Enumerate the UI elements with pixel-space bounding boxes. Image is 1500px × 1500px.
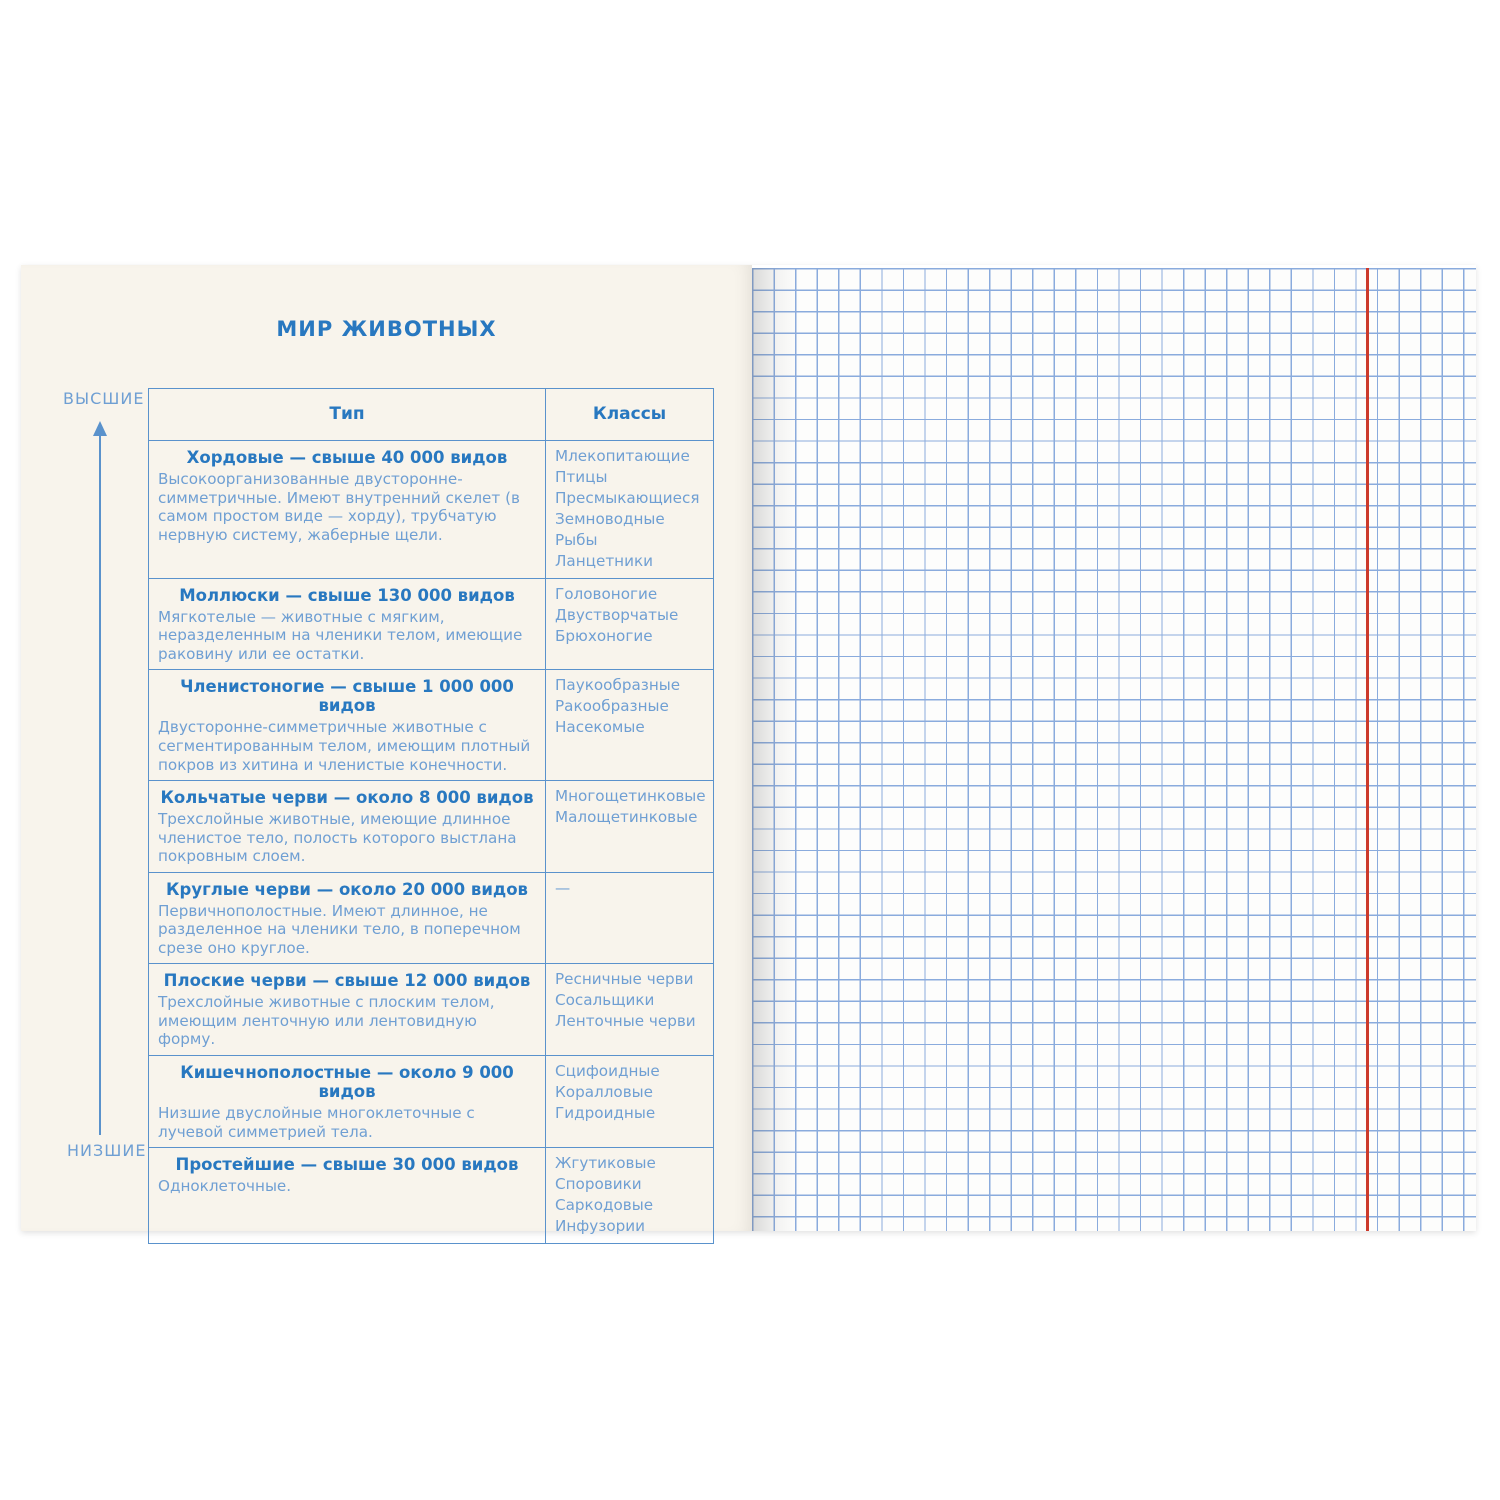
class-item: Сосальщики [555, 991, 655, 1010]
phylum-description: Мягкотелые — животные с мягким, неразделенным на членики телом, имеющие раковину или ее остатки. [158, 607, 523, 663]
class-item: Жгутиковые [555, 1154, 656, 1173]
class-item: Рыбы [555, 530, 598, 549]
phylum-description: Первичнополостные. Имеют длинное, не разделенное на членики тело, в поперечном срезе оно круглое. [158, 901, 521, 957]
axis-label-higher: ВЫСШИЕ [63, 389, 145, 408]
phylum-description: Низшие двуслойные многоклеточные с лучевой симметрией тела. [158, 1104, 475, 1141]
table-row [149, 578, 714, 670]
animal-table-body [149, 441, 714, 1244]
notebook-spread [21, 265, 1476, 1236]
classes-cell [546, 1056, 714, 1148]
class-item: Ресничные черви [555, 970, 694, 989]
class-item: Ленточные черви [555, 1012, 696, 1031]
class-item: Головоногие [555, 584, 658, 603]
phylum-description: Трехслойные животные с плоским телом, имеющим ленточную или лентовидную форму. [158, 993, 495, 1049]
classes-cell [546, 781, 714, 873]
class-item: Инфузории [555, 1217, 646, 1236]
class-item: — [555, 878, 571, 897]
classes-cell [546, 872, 714, 964]
table-row [149, 872, 714, 964]
table-header-type: Тип [149, 389, 546, 441]
phylum-description: Высокоорганизованные двусторонне-симметричные. Имеют внутренний скелет (в самом простом виде — хорду), трубчатую нервную систему, жаберные щели. [158, 470, 520, 544]
class-item: Ланцетники [555, 551, 654, 570]
table-row [149, 1056, 714, 1148]
table-row [149, 441, 714, 579]
classes-cell [546, 441, 714, 579]
table-row [149, 670, 714, 781]
class-item: Птицы [555, 467, 608, 486]
phylum-title: Кольчатые черви — около 8 000 видов [160, 788, 534, 808]
phylum-description: Одноклеточные. [158, 1177, 292, 1196]
left-page [21, 265, 752, 1236]
red-margin-line [1366, 268, 1369, 1231]
class-item: Саркодовые [555, 1196, 654, 1215]
table-row [149, 1148, 714, 1244]
classes-cell [546, 578, 714, 670]
class-item: Ракообразные [555, 697, 669, 716]
right-page-grid-paper [752, 268, 1476, 1231]
class-item: Брюхоногие [555, 626, 653, 645]
classes-cell [546, 670, 714, 781]
class-item: Млекопитающие [555, 447, 690, 465]
class-item: Двустворчатые [555, 605, 679, 624]
class-item: Паукообразные [555, 676, 681, 695]
class-item: Насекомые [555, 718, 645, 737]
table-row [149, 781, 714, 873]
table-row [149, 964, 714, 1056]
class-item: Сцифоидные [555, 1062, 660, 1081]
phylum-title: Круглые черви — около 20 000 видов [166, 879, 528, 899]
class-item: Гидроидные [555, 1103, 656, 1122]
phylum-title: Простейшие — свыше 30 000 видов [175, 1155, 519, 1175]
class-item: Малощетинковые [555, 808, 698, 827]
table-header-classes: Классы [546, 389, 714, 441]
axis-label-lower: НИЗШИЕ [67, 1141, 147, 1160]
phylum-description: Трехслойные животные, имеющие длинное членистое тело, полость которого выстлана покровным слоем. [158, 810, 517, 866]
class-item: Споровики [555, 1175, 642, 1194]
axis-arrow-up-icon [93, 421, 107, 436]
class-item: Многощетинковые [555, 787, 706, 806]
class-item: Пресмыкающиеся [555, 488, 700, 507]
class-item: Земноводные [555, 509, 665, 528]
axis-line [99, 435, 101, 1135]
class-item: Коралловые [555, 1082, 654, 1101]
classes-cell [546, 964, 714, 1056]
phylum-title: Хордовые — свыше 40 000 видов [186, 448, 508, 467]
phylum-title: Кишечнополостные — около 9 000 видов [180, 1063, 514, 1102]
classes-cell [546, 1148, 714, 1244]
phylum-title: Моллюски — свыше 130 000 видов [179, 585, 515, 605]
animal-table-header [149, 389, 714, 441]
spine-shadow [752, 268, 800, 1231]
animal-table [148, 388, 714, 1244]
phylum-title: Членистоногие — свыше 1 000 000 видов [180, 677, 514, 716]
phylum-title: Плоские черви — свыше 12 000 видов [163, 971, 531, 991]
phylum-description: Двусторонне-симметричные животные с сегментированным телом, имеющим плотный покров из хитина и членистые конечности. [158, 718, 531, 774]
page-title: МИР ЖИВОТНЫХ [276, 317, 497, 341]
